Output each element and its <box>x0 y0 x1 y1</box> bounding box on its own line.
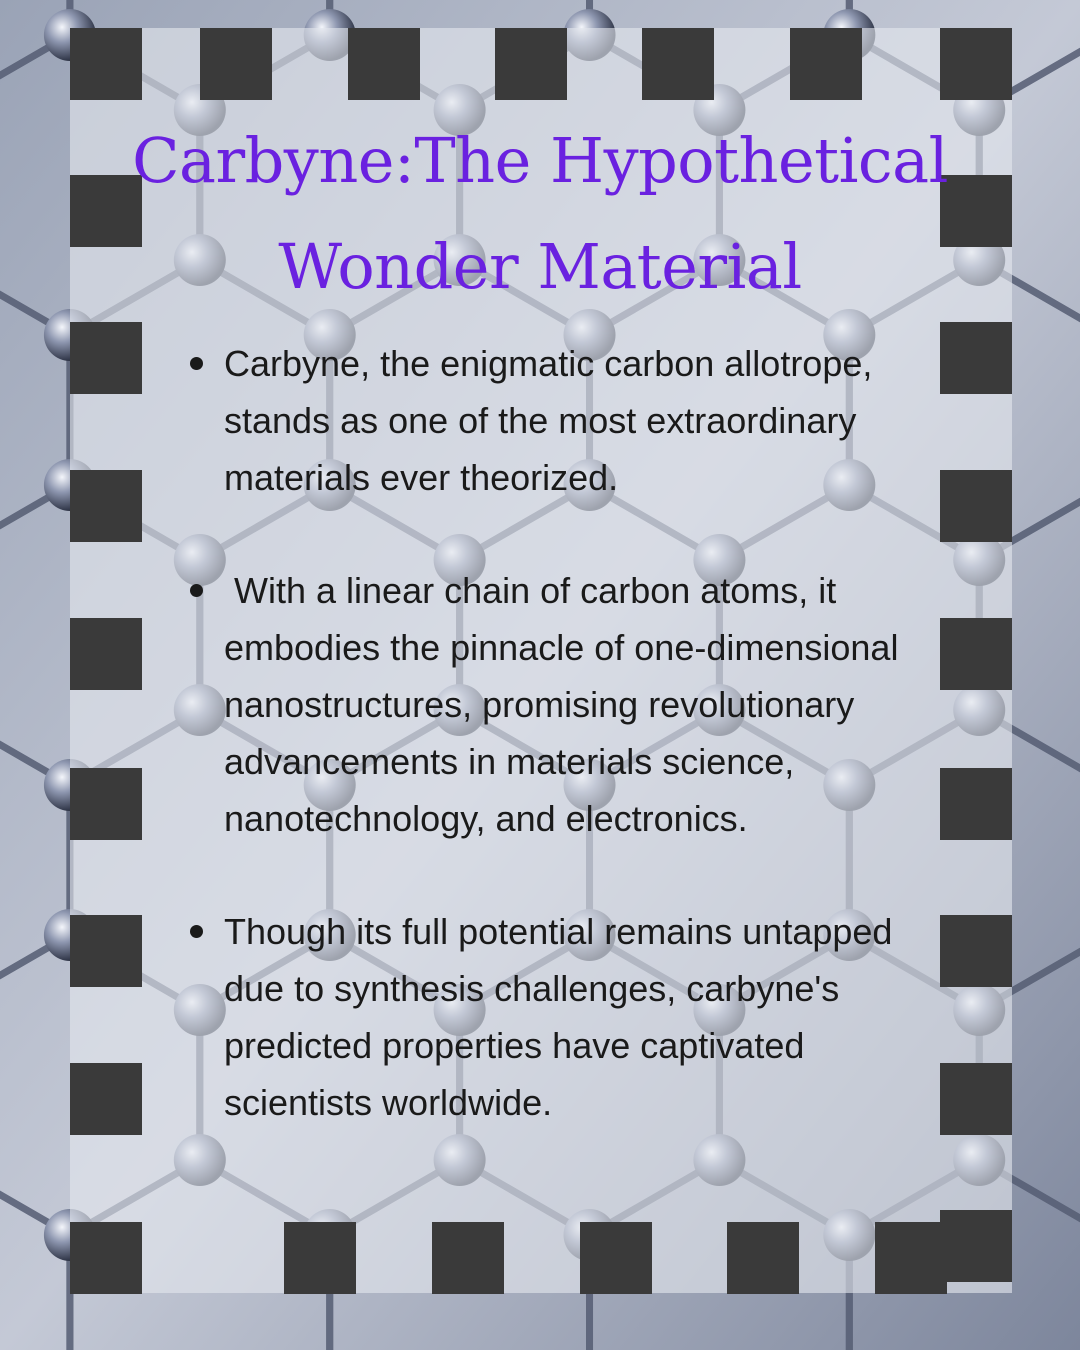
frame-square <box>70 915 142 987</box>
frame-square <box>70 618 142 690</box>
frame-square <box>495 28 567 100</box>
frame-square <box>70 768 142 840</box>
bullet-text: With a linear chain of carbon atoms, it embodies the pinnacle of one-dimensional nanostructures, promising revolutionary advancements in materials science, nanotechnology, and electronics. <box>224 570 909 839</box>
bullet-dot-icon <box>190 925 203 938</box>
frame-square <box>642 28 714 100</box>
bullet-item <box>180 335 920 506</box>
frame-square <box>727 1222 799 1294</box>
bullet-list <box>180 335 920 1131</box>
frame-square <box>940 1210 1012 1282</box>
frame-square <box>70 470 142 542</box>
frame-square <box>200 28 272 100</box>
bullet-dot-icon <box>190 357 203 370</box>
frame-square <box>70 1222 142 1294</box>
bullet-item <box>180 562 920 847</box>
frame-square <box>70 28 142 100</box>
frame-square <box>940 768 1012 840</box>
frame-square <box>790 28 862 100</box>
frame-square <box>284 1222 356 1294</box>
frame-square <box>940 28 1012 100</box>
frame-square <box>70 1063 142 1135</box>
frame-square <box>940 1063 1012 1135</box>
frame-square <box>580 1222 652 1294</box>
bullet-dot-icon <box>190 584 203 597</box>
bullet-text: Though its full potential remains untapped due to synthesis challenges, carbyne's predicted properties have captivated scientists worldwide. <box>224 911 893 1123</box>
frame-square <box>432 1222 504 1294</box>
frame-square <box>940 915 1012 987</box>
frame-square <box>940 322 1012 394</box>
frame-square <box>70 322 142 394</box>
bullet-text: Carbyne, the enigmatic carbon allotrope, stands as one of the most extraordinary materials ever theorized. <box>224 343 873 498</box>
frame-square <box>348 28 420 100</box>
bullet-item <box>180 903 920 1131</box>
frame-square <box>875 1222 947 1294</box>
frame-square <box>940 618 1012 690</box>
title-line-2: Wonder Material <box>278 230 802 303</box>
title-line-1: Carbyne:The Hypothetical <box>132 124 948 197</box>
frame-square <box>940 470 1012 542</box>
page-title <box>120 108 960 320</box>
